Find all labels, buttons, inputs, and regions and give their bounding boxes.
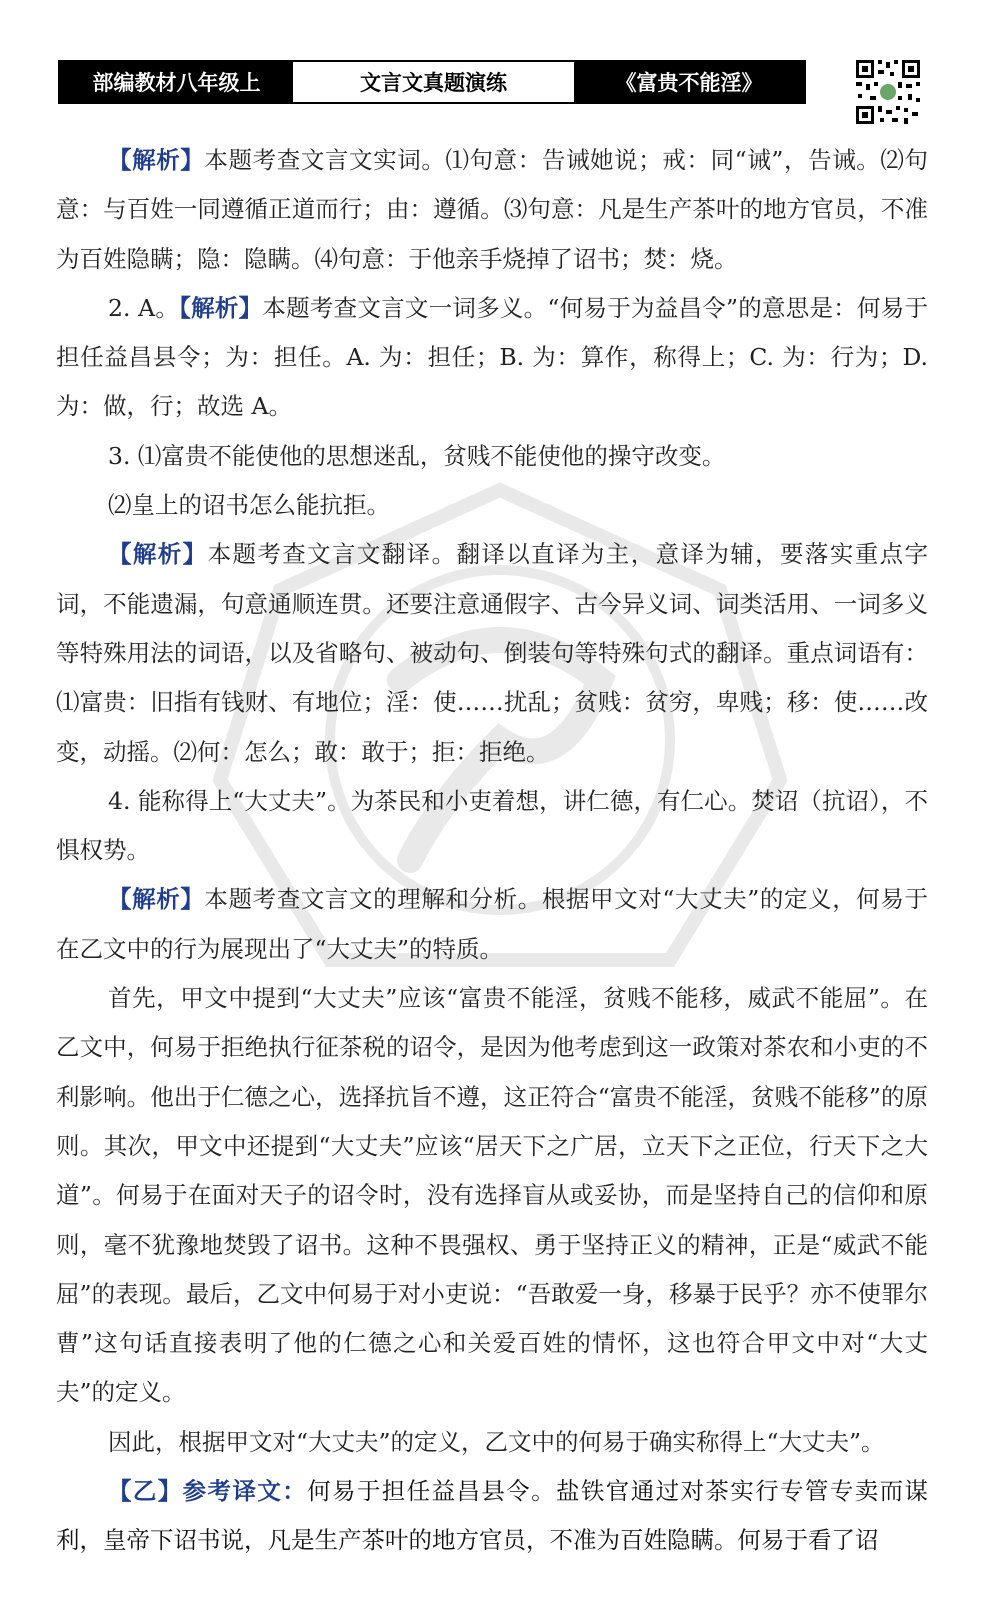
header-section-label: 文言文真题演练: [293, 62, 574, 102]
answer-analysis-1: 【解析】本题考查文言文实词。⑴句意：告诫她说；戒：同“诫”，告诫。⑵句意：与百姓一同遵循正道而行；由：遵循。⑶句意：凡是生产茶叶的地方官员，不准为百姓隐瞒；隐：隐瞒。⑷句意：于他亲手烧掉了诏书；焚：烧。: [56, 146, 929, 273]
answer-3-1: 3. ⑴富贵不能使他的思想迷乱，贫贱不能使他的操守改变。: [108, 441, 726, 470]
answer-analysis-3: 【解析】本题考查文言文翻译。翻译以直译为主，意译为辅，要落实重点字词，不能遗漏，句意通顺连贯。还要注意通假字、古今异义词、词类活用、一词多义等特殊用法的词语，以及省略句、被动句、倒装句等特殊句式的翻译。重点词语有：⑴富贵：旧指有钱财、有地位；淫：使……扰乱；贫贱：贫穷，卑贱；移：使……改变，动摇。⑵何：怎么；敢：敢于；拒：拒绝。: [56, 540, 928, 766]
answer-2: 2. A。【解析】本题考查文言文一词多义。“何易于为益昌令”的意思是：何易于担任益昌县令；为：担任。A. 为：担任；B. 为：算作，称得上；C. 为：行为；D. 为：做，行；故选 A。: [56, 293, 928, 421]
reference-translation: 【乙】参考译文：何易于担任益昌县令。盐铁官通过对茶实行专管专卖而谋利，皇帝下诏书说，凡是生产茶叶的地方官员，不准为百姓隐瞒。何易于看了诏: [56, 1477, 928, 1555]
answer-4: 4. 能称得上“大丈夫”。为茶民和小吏着想，讲仁德，有仁心。焚诏（抗诏），不惧权势。: [56, 786, 928, 865]
page-header: [58, 60, 806, 104]
document-body: [56, 136, 928, 1566]
qr-code-icon: [854, 58, 922, 126]
answer-3-2: ⑵皇上的诏书怎么能抗拒。: [108, 491, 390, 520]
header-grade-label: 部编教材八年级上: [60, 62, 293, 102]
answer-analysis-4: 【解析】本题考查文言文的理解和分析。根据甲文对“大丈夫”的定义，何易于在乙文中的行为展现出了“大丈夫”的特质。: [56, 885, 929, 963]
analysis-conclusion: 因此，根据甲文对“大丈夫”的定义，乙文中的何易于确实称得上“大丈夫”。: [108, 1427, 885, 1456]
analysis-detail: 首先，甲文中提到“大丈夫”应该“富贵不能淫，贫贱不能移，威武不能屈”。在乙文中，何易于拒绝执行征茶税的诏令，是因为他考虑到这一政策对茶农和小吏的不利影响。他出于仁德之心，选择抗旨不遵，这正符合“富贵不能淫，贫贱不能移”的原则。其次，甲文中还提到“大丈夫”应该“居天下之广居，立天下之正位，行天下之大道”。何易于在面对天子的诏令时，没有选择盲从或妥协，而是坚持自己的信仰和原则，毫不犹豫地焚毁了诏书。这种不畏强权、勇于坚持正义的精神，正是“威武不能屈”的表现。最后，乙文中何易于对小吏说：“吾敢爱一身，移暴于民乎？亦不使罪尔曹”这句话直接表明了他的仁德之心和关爱百姓的情怀，这也符合甲文中对“大丈夫”的定义。: [56, 984, 928, 1407]
header-lesson-title: 《富贵不能淫》: [574, 62, 804, 102]
